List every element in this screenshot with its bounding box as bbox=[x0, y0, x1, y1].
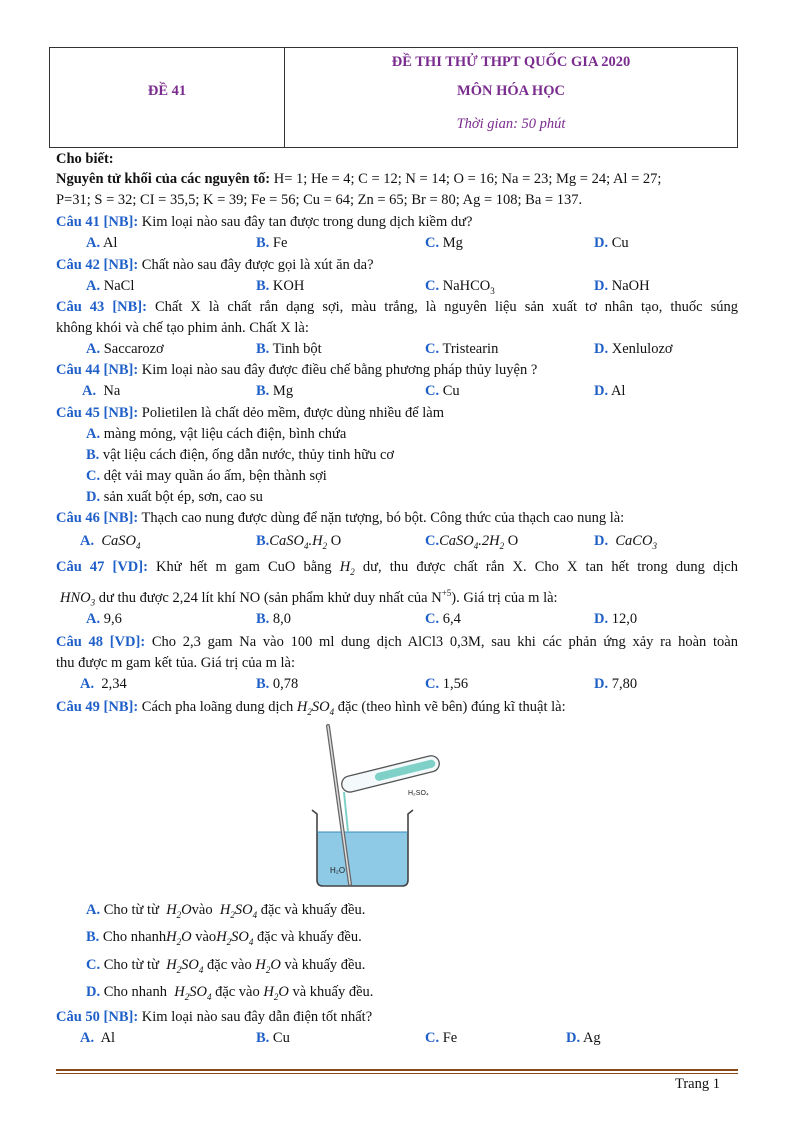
page-number: Trang 1 bbox=[675, 1076, 720, 1092]
q48-option-a[interactable]: A. 2,34 bbox=[80, 676, 127, 692]
exam-subject: MÔN HÓA HỌC bbox=[457, 83, 565, 99]
q49-option-d[interactable]: D. Cho nhanh $H_2SO_4$ đặc vào $H_2O$ và khuấy đều. bbox=[86, 984, 374, 1002]
atomic-masses-line2: P=31; S = 32; CI = 35,5; K = 39; Fe = 56; Cu = 64; Zn = 65; Br = 80; Ag = 108; Ba = 137. bbox=[56, 192, 583, 208]
q41-option-c[interactable]: C. Mg bbox=[425, 235, 463, 251]
question-label: Câu 41 [NB]: bbox=[56, 214, 139, 230]
q47-option-c[interactable]: C. 6,4 bbox=[425, 611, 461, 627]
question-48: Câu 48 [VD]: Cho 2,3 gam Na vào 100 ml dung dịch AlCl3 0,3M, sau khi các phản ứng xảy ra hoàn toàn bbox=[56, 634, 738, 650]
q46-option-a[interactable]: A. CaSO$_4$ bbox=[80, 533, 141, 551]
question-47-cont: $HNO_3$ dư thu được 2,24 lít khí NO (sản phẩm khử duy nhất của $N^{+5}$). Giá trị của m là: bbox=[60, 588, 558, 608]
question-46: Câu 46 [NB]: Thạch cao nung được dùng để nặn tượng, bó bột. Công thức của thạch cao nung là: bbox=[56, 510, 625, 526]
q42-option-b[interactable]: B. KOH bbox=[256, 278, 305, 294]
q42-option-d[interactable]: D. NaOH bbox=[594, 278, 650, 294]
q50-option-b[interactable]: B. Cu bbox=[256, 1030, 290, 1046]
q44-option-b[interactable]: B. Mg bbox=[256, 383, 294, 399]
q42-option-a[interactable]: A. NaCl bbox=[86, 278, 135, 294]
q45-option-d[interactable]: D. sản xuất bột ép, sơn, cao su bbox=[86, 489, 263, 505]
acid-stream bbox=[344, 792, 348, 832]
q48-option-c[interactable]: C. 1,56 bbox=[425, 676, 469, 692]
q46-option-c[interactable]: $C.CaSO_4.2H_2$ O bbox=[425, 533, 519, 551]
question-41: Câu 41 [NB]: Kim loại nào sau đây tan được trong dung dịch kiềm dư? bbox=[56, 214, 473, 230]
question-42: Câu 42 [NB]: Chất nào sau đây được gọi là xút ăn da? bbox=[56, 257, 374, 273]
footer-rule bbox=[56, 1069, 738, 1071]
q43-option-b[interactable]: B. Tinh bột bbox=[256, 341, 322, 357]
exam-time: Thời gian: 50 phút bbox=[456, 116, 566, 132]
q45-option-a[interactable]: A. màng mỏng, vật liệu cách điện, bình chứa bbox=[86, 426, 347, 442]
q47-option-d[interactable]: D. 12,0 bbox=[594, 611, 638, 627]
dilution-figure bbox=[300, 722, 460, 890]
q46-option-b[interactable]: $B.CaSO_4.H_2$ O bbox=[256, 533, 342, 551]
q41-option-b[interactable]: B. Fe bbox=[256, 235, 288, 251]
atomic-label: Nguyên tử khối của các nguyên tố: bbox=[56, 171, 271, 187]
q43-option-d[interactable]: D. Xenlulozơ bbox=[594, 341, 673, 357]
question-44: Câu 44 [NB]: Kim loại nào sau đây được điều chế bằng phương pháp thủy luyện ? bbox=[56, 362, 538, 378]
question-50: Câu 50 [NB]: Kim loại nào sau đây dẫn điện tốt nhất? bbox=[56, 1009, 373, 1025]
q44-option-a[interactable]: A. Na bbox=[82, 383, 121, 399]
q50-option-c[interactable]: C. Fe bbox=[425, 1030, 458, 1046]
q43-option-a[interactable]: A. Saccarozơ bbox=[86, 341, 164, 357]
q44-option-d[interactable]: D. Al bbox=[594, 383, 626, 399]
test-tube bbox=[340, 754, 441, 794]
question-48-cont: thu được m gam kết tủa. Giá trị của m là: bbox=[56, 655, 296, 671]
question-49: Câu 49 [NB]: Cách pha loãng dung dịch $H_2SO_4$ đặc (theo hình vẽ bên) đúng kĩ thuật là: bbox=[56, 699, 566, 717]
question-47: Câu 47 [VD]: Khử hết m gam CuO bằng $H_2$ dư, thu được chất rắn X. Cho X tan hết trong dung dịch bbox=[56, 559, 738, 577]
q49-option-a[interactable]: A. Cho từ từ $H_2Ovào$ $H_2SO_4$ đặc và khuấy đều. bbox=[86, 902, 366, 920]
q41-option-d[interactable]: D. Cu bbox=[594, 235, 629, 251]
q43-option-c[interactable]: C. Tristearin bbox=[425, 341, 499, 357]
water-label: H₂O bbox=[330, 866, 346, 875]
acid-label: H₂SO₄ bbox=[408, 790, 429, 797]
footer-rule-thin bbox=[56, 1073, 738, 1074]
exam-header bbox=[49, 47, 738, 148]
q45-option-c[interactable]: C. dệt vải may quần áo ấm, bện thành sợi bbox=[86, 468, 327, 484]
question-43-cont: không khói và chế tạo phim ảnh. Chất X là: bbox=[56, 320, 309, 336]
exam-code: ĐỀ 41 bbox=[147, 83, 187, 99]
q47-option-b[interactable]: B. 8,0 bbox=[256, 611, 292, 627]
q50-option-a[interactable]: A. Al bbox=[80, 1030, 116, 1046]
q48-option-b[interactable]: B. 0,78 bbox=[256, 676, 299, 692]
q41-option-a[interactable]: A. Al bbox=[86, 235, 118, 251]
q48-option-d[interactable]: D. 7,80 bbox=[594, 676, 638, 692]
q49-option-c[interactable]: C. Cho từ từ $H_2SO_4$ đặc vào $H_2O$ và khuấy đều. bbox=[86, 957, 366, 975]
q50-option-d[interactable]: D. Ag bbox=[566, 1030, 601, 1046]
water-in-beaker bbox=[317, 832, 408, 886]
q46-option-d[interactable]: D. CaCO$_3$ bbox=[594, 533, 657, 551]
q44-option-c[interactable]: C. Cu bbox=[425, 383, 460, 399]
q42-option-c[interactable]: C. NaHCO$_3$ bbox=[425, 278, 495, 296]
given-heading: Cho biết: bbox=[56, 151, 114, 167]
question-43: Câu 43 [NB]: Chất X là chất rắn dạng sợi, màu trắng, là nguyên liệu sản xuất tơ nhân tạo, thuốc súng bbox=[56, 299, 738, 315]
q49-option-b[interactable]: B. Cho nhanhH$_2$O $vàoH_2SO_4$ đặc và khuấy đều. bbox=[86, 929, 362, 947]
atomic-masses-line1: Nguyên tử khối của các nguyên tố: H= 1; He = 4; C = 12; N = 14; O = 16; Na = 23; Mg = 24; Al = 27; bbox=[56, 171, 662, 187]
q47-option-a[interactable]: A. 9,6 bbox=[86, 611, 122, 627]
q45-option-b[interactable]: B. vật liệu cách điện, ống dẫn nước, thủy tinh hữu cơ bbox=[86, 447, 395, 463]
exam-title: ĐỀ THI THỬ THPT QUỐC GIA 2020 bbox=[391, 54, 631, 70]
question-45: Câu 45 [NB]: Polietilen là chất dẻo mềm, được dùng nhiều để làm bbox=[56, 405, 445, 421]
